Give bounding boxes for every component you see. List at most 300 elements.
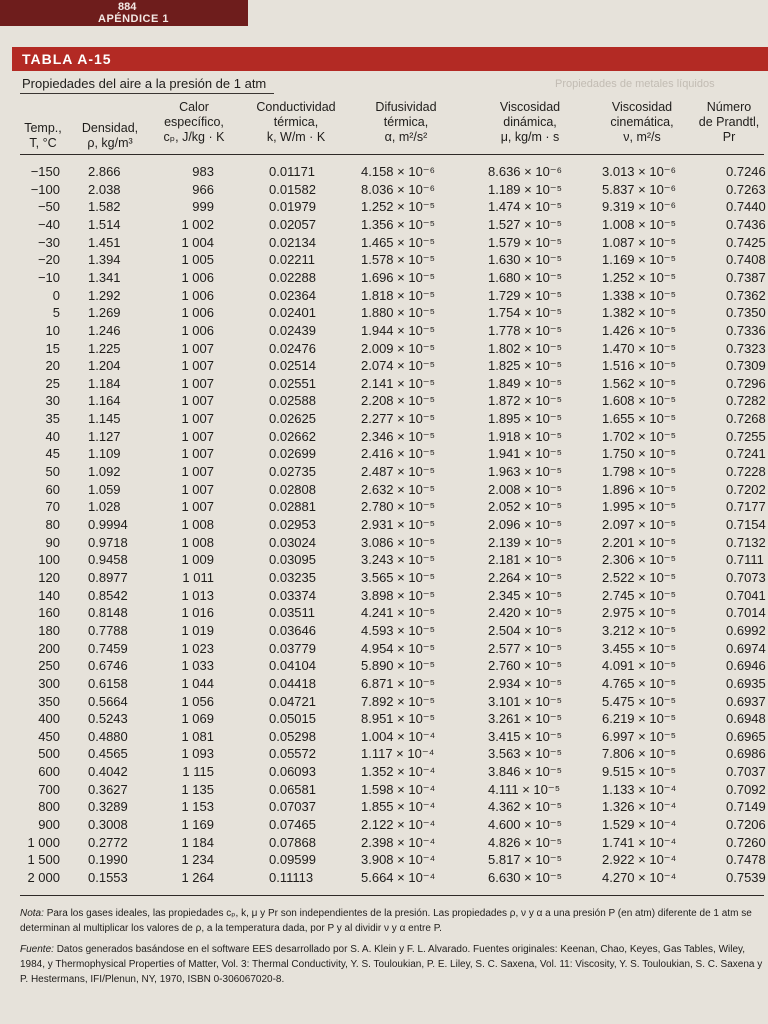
cp-cell: 1 033 — [181, 658, 214, 674]
conductivity-cell: 0.06093 — [269, 764, 316, 780]
temp-cell: 40 — [45, 428, 60, 444]
temp-cell: 80 — [45, 517, 60, 532]
mu-cell: 1.579 × 10⁻⁵ — [488, 234, 563, 250]
prandtl-cell: 0.7263 — [726, 181, 766, 197]
conductivity-cell: 0.02211 — [269, 252, 316, 268]
nu-cell: 1.426 × 10⁻⁵ — [602, 322, 677, 338]
prandtl-cell: 0.6986 — [726, 746, 766, 762]
prandtl-cell: 0.7202 — [726, 481, 766, 497]
conductivity-cell: 0.07868 — [269, 834, 316, 850]
density-cell: 1.451 — [88, 234, 121, 250]
prandtl-cell: 0.7362 — [726, 287, 766, 303]
cp-cell: 1 044 — [181, 675, 214, 691]
temp-cell: −50 — [37, 199, 60, 215]
conductivity-cell: 0.01171 — [269, 164, 316, 179]
conductivity-cell: 0.02699 — [269, 446, 316, 462]
temp-cell: −100 — [30, 181, 60, 197]
nu-cell: 1.382 × 10⁻⁵ — [602, 305, 677, 321]
temp-cell: 30 — [45, 393, 60, 409]
cp-cell: 1 007 — [181, 464, 214, 479]
temp-cell: 70 — [45, 499, 60, 515]
alpha-cell: 1.465 × 10⁻⁵ — [361, 234, 436, 250]
header-nu: Viscosidad cinemática, ν, m²/s — [610, 100, 674, 144]
alpha-cell: 1.004 × 10⁻⁴ — [361, 728, 436, 744]
header-temp: Temp., T, °C — [24, 121, 62, 150]
alpha-cell: 6.871 × 10⁻⁵ — [361, 675, 436, 691]
prandtl-cell: 0.6965 — [726, 728, 766, 744]
prandtl-cell: 0.6948 — [726, 711, 766, 727]
nu-cell: 6.219 × 10⁻⁵ — [602, 711, 677, 727]
temp-cell: 160 — [38, 605, 60, 621]
conductivity-cell: 0.02735 — [269, 464, 316, 479]
temp-cell: −150 — [30, 164, 60, 179]
nu-cell: 1.741 × 10⁻⁴ — [602, 834, 677, 850]
conductivity-cell: 0.09599 — [269, 852, 316, 868]
mu-cell: 2.181 × 10⁻⁵ — [488, 552, 563, 568]
conductivity-cell: 0.11113 — [269, 870, 314, 885]
mu-cell: 1.729 × 10⁻⁵ — [488, 287, 563, 303]
prandtl-cell: 0.7092 — [726, 781, 766, 797]
cp-cell: 1 013 — [181, 587, 214, 603]
nu-cell: 1.995 × 10⁻⁵ — [602, 499, 677, 515]
conductivity-cell: 0.02662 — [269, 428, 316, 444]
nu-cell: 4.765 × 10⁻⁵ — [602, 675, 677, 691]
nu-cell: 7.806 × 10⁻⁵ — [602, 746, 677, 762]
cp-cell: 1 006 — [181, 305, 214, 321]
prandtl-cell: 0.7246 — [726, 164, 766, 179]
prandtl-cell: 0.7268 — [726, 411, 766, 427]
density-cell: 2.038 — [88, 181, 121, 197]
alpha-cell: 3.908 × 10⁻⁴ — [361, 852, 436, 868]
mu-cell: 8.636 × 10⁻⁶ — [488, 164, 563, 179]
nu-cell: 1.133 × 10⁻⁴ — [602, 781, 677, 797]
temp-cell: 200 — [38, 640, 60, 656]
alpha-cell: 2.122 × 10⁻⁴ — [361, 817, 436, 832]
alpha-cell: 2.009 × 10⁻⁵ — [361, 340, 436, 356]
source-text: Datos generados basándose en el software EES desarrollado por S. A. Klein y F. L. Alvarado. Fuentes originales: Keenan, Chao, Keyes, Gas Tables, Wiley, 1984, y Thermophysical Properties of Matter, Vol. 3: Thermal Conductivity, Y. S. Touloukian, P. E. Liley, S. C. Saxena, Vol. 11: Viscosity, Y. S. Touloukian, S. C. Saxena y P. Hestermans, IFI/Plenun, NY, 1970, ISBN 0-306067020-8. — [20, 944, 763, 985]
conductivity-cell: 0.02551 — [269, 375, 316, 391]
density-cell: 0.2772 — [88, 834, 128, 850]
nu-cell: 2.306 × 10⁻⁵ — [602, 552, 677, 568]
prandtl-cell: 0.7436 — [726, 216, 766, 232]
density-cell: 1.514 — [88, 216, 121, 232]
header-density: Densidad, ρ, kg/m³ — [81, 121, 139, 150]
temp-cell: 45 — [45, 446, 60, 462]
prandtl-cell: 0.6937 — [726, 693, 766, 709]
nu-cell: 3.013 × 10⁻⁶ — [602, 164, 677, 179]
conductivity-cell: 0.02057 — [269, 216, 316, 232]
mu-cell: 2.504 × 10⁻⁵ — [488, 622, 563, 638]
temp-cell: −40 — [37, 216, 60, 232]
cp-cell: 1 007 — [181, 481, 214, 497]
density-cell: 1.269 — [88, 305, 121, 321]
density-cell: 0.8977 — [88, 570, 128, 585]
cp-cell: 1 006 — [181, 322, 214, 338]
conductivity-cell: 0.02439 — [269, 322, 316, 338]
conductivity-cell: 0.02881 — [269, 499, 316, 515]
temp-cell: 5 — [52, 305, 60, 321]
alpha-cell: 1.252 × 10⁻⁵ — [361, 199, 436, 215]
temp-cell: 450 — [38, 728, 60, 744]
density-cell: 0.8148 — [88, 605, 128, 621]
density-cell: 1.028 — [88, 499, 121, 515]
conductivity-cell: 0.03511 — [269, 605, 316, 621]
mu-cell: 2.345 × 10⁻⁵ — [488, 587, 563, 603]
source-paragraph — [20, 942, 764, 987]
mu-cell: 6.630 × 10⁻⁵ — [488, 870, 563, 885]
subtitle-underline — [20, 93, 274, 94]
alpha-cell: 2.632 × 10⁻⁵ — [361, 481, 436, 497]
nu-cell: 1.169 × 10⁻⁵ — [602, 252, 677, 268]
mu-cell: 1.825 × 10⁻⁵ — [488, 358, 563, 374]
prandtl-cell: 0.7323 — [726, 340, 766, 356]
cp-cell: 1 009 — [181, 552, 214, 568]
temp-cell: 700 — [38, 781, 60, 797]
nu-cell: 1.252 × 10⁻⁵ — [602, 269, 677, 285]
alpha-cell: 2.208 × 10⁻⁵ — [361, 393, 436, 409]
density-cell: 0.9718 — [88, 534, 128, 550]
cp-cell: 1 007 — [181, 428, 214, 444]
cp-cell: 1 007 — [181, 375, 214, 391]
temp-cell: 600 — [38, 764, 60, 780]
cp-cell: 1 069 — [181, 711, 214, 727]
cp-cell: 1 011 — [182, 570, 214, 585]
density-cell: 0.3627 — [88, 781, 128, 797]
density-cell: 0.7788 — [88, 622, 128, 638]
alpha-cell: 3.086 × 10⁻⁵ — [361, 534, 436, 550]
conductivity-cell: 0.03646 — [269, 622, 316, 638]
density-cell: 1.394 — [88, 252, 121, 268]
prandtl-cell: 0.7282 — [726, 393, 766, 409]
cp-cell: 1 007 — [181, 411, 214, 427]
cp-cell: 1 007 — [181, 358, 214, 374]
mu-cell: 1.754 × 10⁻⁵ — [488, 305, 563, 321]
temp-cell: 60 — [45, 481, 60, 497]
density-cell: 0.8542 — [88, 587, 128, 603]
mu-cell: 2.934 × 10⁻⁵ — [488, 675, 563, 691]
density-cell: 1.292 — [88, 287, 121, 303]
mu-cell: 4.111 × 10⁻⁵ — [488, 781, 561, 797]
density-cell: 0.7459 — [88, 640, 128, 656]
mu-cell: 2.052 × 10⁻⁵ — [488, 499, 563, 515]
appendix-label: APÉNDICE 1 — [98, 13, 170, 25]
nu-cell: 1.338 × 10⁻⁵ — [602, 287, 677, 303]
cp-cell: 1 093 — [181, 746, 214, 762]
density-cell: 2.866 — [88, 164, 121, 179]
table-bottom-rule — [20, 895, 764, 896]
cp-cell: 1 184 — [181, 834, 214, 850]
alpha-cell: 8.036 × 10⁻⁶ — [361, 181, 436, 197]
mu-cell: 3.846 × 10⁻⁵ — [488, 764, 563, 780]
alpha-cell: 2.277 × 10⁻⁵ — [361, 411, 436, 427]
alpha-cell: 2.780 × 10⁻⁵ — [361, 499, 436, 515]
temp-cell: 180 — [38, 622, 60, 638]
conductivity-cell: 0.05298 — [269, 728, 316, 744]
alpha-cell: 2.931 × 10⁻⁵ — [361, 517, 436, 532]
prandtl-cell: 0.7309 — [726, 358, 766, 374]
prandtl-cell: 0.7336 — [726, 322, 766, 338]
mu-cell: 4.826 × 10⁻⁵ — [488, 834, 563, 850]
nu-cell: 1.702 × 10⁻⁵ — [602, 428, 677, 444]
density-cell: 1.109 — [88, 446, 121, 462]
density-cell: 1.059 — [88, 481, 121, 497]
nu-cell: 5.837 × 10⁻⁶ — [602, 181, 677, 197]
mu-cell: 3.415 × 10⁻⁵ — [488, 728, 563, 744]
prandtl-cell: 0.6946 — [726, 658, 766, 674]
alpha-cell: 3.243 × 10⁻⁵ — [361, 552, 436, 568]
conductivity-cell: 0.02288 — [269, 269, 316, 285]
conductivity-cell: 0.03235 — [269, 570, 316, 585]
conductivity-cell: 0.02364 — [269, 287, 316, 303]
conductivity-cell: 0.07037 — [269, 799, 316, 815]
nu-cell: 1.326 × 10⁻⁴ — [602, 799, 677, 815]
header-prandtl: Número de Prandtl, Pr — [698, 100, 760, 144]
table-row — [0, 870, 768, 890]
density-cell: 1.145 — [88, 411, 121, 427]
alpha-cell: 2.487 × 10⁻⁵ — [361, 464, 436, 479]
prandtl-cell: 0.7206 — [726, 817, 766, 832]
prandtl-cell: 0.6935 — [726, 675, 766, 691]
prandtl-cell: 0.7154 — [726, 517, 766, 532]
alpha-cell: 5.890 × 10⁻⁵ — [361, 658, 436, 674]
nu-cell: 3.455 × 10⁻⁵ — [602, 640, 677, 656]
nu-cell: 1.750 × 10⁻⁵ — [602, 446, 677, 462]
density-cell: 0.9458 — [88, 552, 128, 568]
mu-cell: 5.817 × 10⁻⁵ — [488, 852, 563, 868]
temp-cell: 35 — [45, 411, 60, 427]
nu-cell: 1.470 × 10⁻⁵ — [602, 340, 677, 356]
temp-cell: 2 000 — [27, 870, 60, 885]
page-header-bar — [0, 0, 248, 26]
mu-cell: 3.563 × 10⁻⁵ — [488, 746, 563, 762]
prandtl-cell: 0.7387 — [726, 269, 766, 285]
prandtl-cell: 0.7014 — [726, 605, 766, 621]
density-cell: 0.3008 — [88, 817, 128, 832]
temp-cell: 20 — [45, 358, 60, 374]
cp-cell: 1 007 — [181, 340, 214, 356]
alpha-cell: 4.593 × 10⁻⁵ — [361, 622, 436, 638]
nu-cell: 3.212 × 10⁻⁵ — [602, 622, 677, 638]
header-mu: Viscosidad dinámica, μ, kg/m · s — [499, 100, 561, 144]
cp-cell: 1 007 — [181, 499, 214, 515]
temp-cell: 300 — [38, 675, 60, 691]
temp-cell: 800 — [38, 799, 60, 815]
density-cell: 0.4565 — [88, 746, 128, 762]
temp-cell: 400 — [38, 711, 60, 727]
prandtl-cell: 0.7425 — [726, 234, 766, 250]
mu-cell: 2.139 × 10⁻⁵ — [488, 534, 563, 550]
mu-cell: 3.261 × 10⁻⁵ — [488, 711, 563, 727]
nu-cell: 1.655 × 10⁻⁵ — [602, 411, 677, 427]
nu-cell: 1.087 × 10⁻⁵ — [602, 234, 677, 250]
mu-cell: 2.264 × 10⁻⁵ — [488, 570, 563, 585]
conductivity-cell: 0.07465 — [269, 817, 316, 832]
table-banner — [12, 47, 768, 71]
nu-cell: 1.529 × 10⁻⁴ — [602, 817, 677, 832]
density-cell: 0.6158 — [88, 675, 128, 691]
cp-cell: 1 007 — [181, 446, 214, 462]
alpha-cell: 1.356 × 10⁻⁵ — [361, 216, 436, 232]
mu-cell: 1.778 × 10⁻⁵ — [488, 322, 563, 338]
alpha-cell: 1.855 × 10⁻⁴ — [361, 799, 436, 815]
table-id: TABLA A-15 — [22, 51, 112, 67]
nu-cell: 4.270 × 10⁻⁴ — [602, 870, 677, 885]
temp-cell: 120 — [38, 570, 60, 585]
density-cell: 0.5664 — [88, 693, 128, 709]
cp-cell: 1 081 — [181, 728, 214, 744]
cp-cell: 983 — [192, 164, 214, 179]
cp-cell: 1 023 — [181, 640, 214, 656]
mu-cell: 1.849 × 10⁻⁵ — [488, 375, 563, 391]
prandtl-cell: 0.7132 — [726, 534, 766, 550]
note-paragraph — [20, 906, 764, 936]
nu-cell: 1.896 × 10⁻⁵ — [602, 481, 677, 497]
mu-cell: 1.474 × 10⁻⁵ — [488, 199, 563, 215]
conductivity-cell: 0.04418 — [269, 675, 316, 691]
alpha-cell: 1.880 × 10⁻⁵ — [361, 305, 436, 321]
temp-cell: −30 — [37, 234, 60, 250]
cp-cell: 1 008 — [181, 534, 214, 550]
nu-cell: 2.922 × 10⁻⁴ — [602, 852, 677, 868]
cp-cell: 1 007 — [181, 393, 214, 409]
conductivity-cell: 0.03095 — [269, 552, 316, 568]
mu-cell: 1.802 × 10⁻⁵ — [488, 340, 563, 356]
cp-cell: 1 135 — [181, 781, 214, 797]
mu-cell: 2.577 × 10⁻⁵ — [488, 640, 563, 656]
temp-cell: 250 — [38, 658, 60, 674]
prandtl-cell: 0.7539 — [726, 870, 766, 885]
conductivity-cell: 0.02514 — [269, 358, 316, 374]
cp-cell: 1 004 — [181, 234, 214, 250]
alpha-cell: 2.141 × 10⁻⁵ — [361, 375, 436, 391]
temp-cell: 50 — [45, 464, 60, 479]
prandtl-cell: 0.7111 — [726, 552, 764, 568]
prandtl-cell: 0.7149 — [726, 799, 766, 815]
cp-cell: 1 169 — [181, 817, 214, 832]
prandtl-cell: 0.7228 — [726, 464, 766, 479]
temp-cell: 500 — [38, 746, 60, 762]
conductivity-cell: 0.02808 — [269, 481, 316, 497]
cp-cell: 1 056 — [181, 693, 214, 709]
mu-cell: 1.872 × 10⁻⁵ — [488, 393, 563, 409]
conductivity-cell: 0.05015 — [269, 711, 316, 727]
header-cp: Calor específico, cₚ, J/kg · K — [163, 100, 225, 144]
density-cell: 0.1553 — [88, 870, 128, 885]
page-number: 884 — [118, 1, 137, 13]
temp-cell: −20 — [37, 252, 60, 268]
alpha-cell: 8.951 × 10⁻⁵ — [361, 711, 436, 727]
alpha-cell: 2.416 × 10⁻⁵ — [361, 446, 436, 462]
nu-cell: 4.091 × 10⁻⁵ — [602, 658, 677, 674]
mu-cell: 2.420 × 10⁻⁵ — [488, 605, 563, 621]
nu-cell: 1.798 × 10⁻⁵ — [602, 464, 677, 479]
conductivity-cell: 0.02953 — [269, 517, 316, 532]
nu-cell: 2.522 × 10⁻⁵ — [602, 570, 677, 585]
conductivity-cell: 0.01979 — [269, 199, 316, 215]
nu-cell: 5.475 × 10⁻⁵ — [602, 693, 677, 709]
cp-cell: 1 264 — [181, 870, 214, 885]
temp-cell: −10 — [37, 269, 60, 285]
prandtl-cell: 0.7408 — [726, 252, 766, 268]
mu-cell: 1.895 × 10⁻⁵ — [488, 411, 563, 427]
prandtl-cell: 0.7260 — [726, 834, 766, 850]
temp-cell: 0 — [52, 287, 60, 303]
temp-cell: 15 — [45, 340, 60, 356]
alpha-cell: 4.158 × 10⁻⁶ — [361, 164, 436, 179]
prandtl-cell: 0.7255 — [726, 428, 766, 444]
prandtl-cell: 0.7478 — [726, 852, 766, 868]
density-cell: 0.9994 — [88, 517, 128, 532]
conductivity-cell: 0.02401 — [269, 305, 316, 321]
prandtl-cell: 0.7073 — [726, 570, 766, 585]
alpha-cell: 2.074 × 10⁻⁵ — [361, 358, 436, 374]
nu-cell: 9.319 × 10⁻⁶ — [602, 199, 677, 215]
density-cell: 0.1990 — [88, 852, 128, 868]
conductivity-cell: 0.02625 — [269, 411, 316, 427]
density-cell: 1.184 — [88, 375, 121, 391]
conductivity-cell: 0.05572 — [269, 746, 316, 762]
mu-cell: 1.941 × 10⁻⁵ — [488, 446, 563, 462]
alpha-cell: 1.598 × 10⁻⁴ — [361, 781, 436, 797]
temp-cell: 25 — [45, 375, 60, 391]
mu-cell: 1.630 × 10⁻⁵ — [488, 252, 563, 268]
alpha-cell: 1.944 × 10⁻⁵ — [361, 322, 436, 338]
alpha-cell: 5.664 × 10⁻⁴ — [361, 870, 436, 885]
nu-cell: 2.201 × 10⁻⁵ — [602, 534, 677, 550]
prandtl-cell: 0.7440 — [726, 199, 766, 215]
conductivity-cell: 0.01582 — [269, 181, 316, 197]
prandtl-cell: 0.6992 — [726, 622, 766, 638]
cp-cell: 1 005 — [181, 252, 214, 268]
density-cell: 0.4042 — [88, 764, 128, 780]
header-conductivity: Conductividad térmica, k, W/m · K — [256, 100, 336, 144]
density-cell: 1.246 — [88, 322, 121, 338]
conductivity-cell: 0.04721 — [269, 693, 316, 709]
header-rule — [20, 154, 764, 155]
alpha-cell: 2.398 × 10⁻⁴ — [361, 834, 436, 850]
nu-cell: 1.608 × 10⁻⁵ — [602, 393, 677, 409]
density-cell: 1.092 — [88, 464, 121, 479]
nu-cell: 1.008 × 10⁻⁵ — [602, 216, 677, 232]
mu-cell: 1.918 × 10⁻⁵ — [488, 428, 563, 444]
mu-cell: 2.008 × 10⁻⁵ — [488, 481, 563, 497]
prandtl-cell: 0.7241 — [726, 446, 766, 462]
cp-cell: 999 — [192, 199, 214, 215]
temp-cell: 350 — [38, 693, 60, 709]
density-cell: 1.127 — [88, 428, 121, 444]
prandtl-cell: 0.6974 — [726, 640, 766, 656]
cp-cell: 1 234 — [181, 852, 214, 868]
density-cell: 0.5243 — [88, 711, 128, 727]
alpha-cell: 4.954 × 10⁻⁵ — [361, 640, 436, 656]
cp-cell: 1 002 — [181, 216, 214, 232]
alpha-cell: 3.565 × 10⁻⁵ — [361, 570, 436, 585]
temp-cell: 140 — [38, 587, 60, 603]
cp-cell: 1 019 — [181, 622, 214, 638]
nu-cell: 1.516 × 10⁻⁵ — [602, 358, 677, 374]
header-alpha: Difusividad térmica, α, m²/s² — [375, 100, 437, 144]
mu-cell: 4.362 × 10⁻⁵ — [488, 799, 563, 815]
note-label: Nota: — [20, 908, 44, 919]
temp-cell: 100 — [38, 552, 60, 568]
conductivity-cell: 0.03374 — [269, 587, 316, 603]
mu-cell: 1.189 × 10⁻⁵ — [488, 181, 563, 197]
prandtl-cell: 0.7041 — [726, 587, 766, 603]
source-label: Fuente: — [20, 944, 54, 955]
prandtl-cell: 0.7177 — [726, 499, 766, 515]
prandtl-cell: 0.7037 — [726, 764, 766, 780]
cp-cell: 1 016 — [181, 605, 214, 621]
